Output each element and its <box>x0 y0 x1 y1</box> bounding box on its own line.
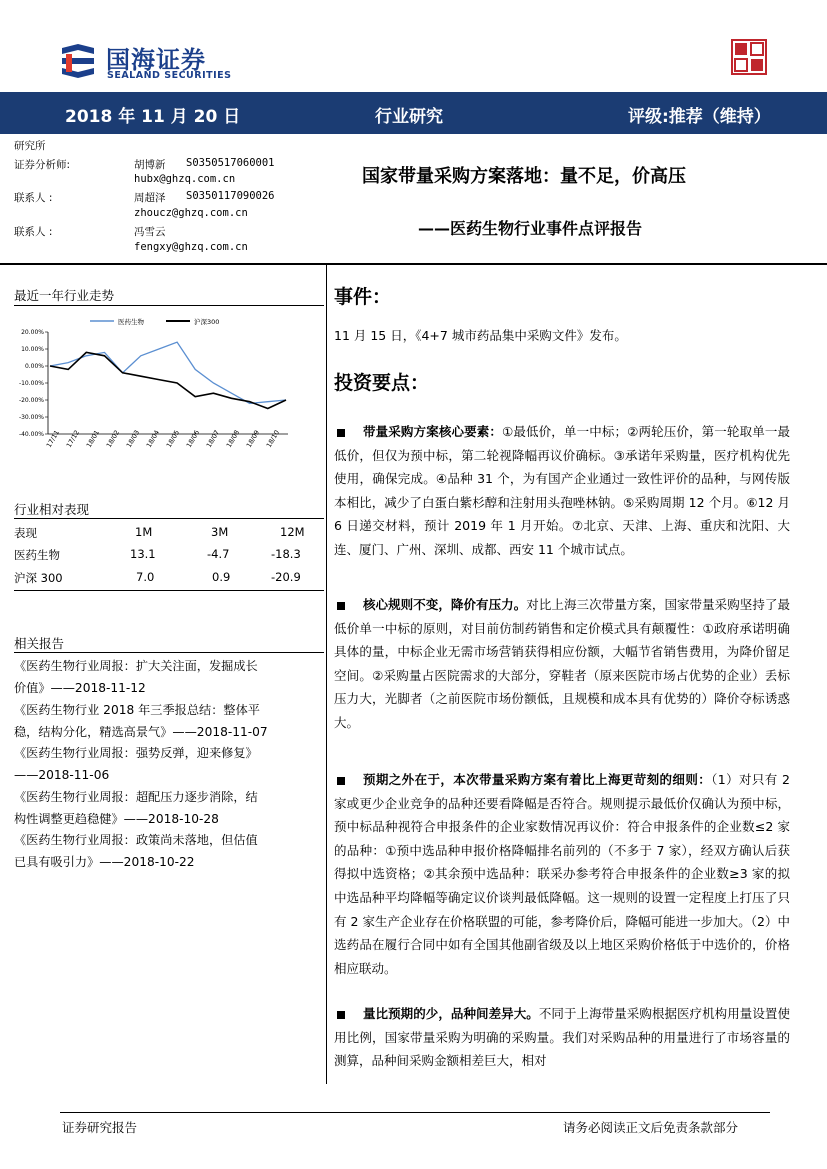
footer-right-text: 请务必阅读正文后免责条款部分 <box>563 1120 739 1135</box>
report-rating: 评级:推荐（维持） <box>628 107 771 127</box>
contact-role: 联系人 : <box>14 192 53 204</box>
contact-license: S0350117090026 <box>186 190 275 202</box>
series-line-0 <box>50 342 286 403</box>
key-point-paragraph <box>334 420 790 562</box>
x-tick-label: 18/07 <box>204 428 222 449</box>
event-heading: 事件： <box>334 286 392 308</box>
related-report-line: 价值》——2018-11-12 <box>14 681 146 695</box>
series-line-1 <box>50 352 286 408</box>
y-tick-label: 10.00% <box>21 346 44 353</box>
y-tick-label: 0.00% <box>24 363 44 370</box>
related-report-line: 稳，结构分化，精选高景气》——2018-11-07 <box>14 725 268 739</box>
report-category: 行业研究 <box>375 107 443 127</box>
y-tick-label: -40.00% <box>18 431 44 438</box>
related-report-line: 《医药生物行业周报：扩大关注面，发掘成长 <box>14 659 258 673</box>
table-cell: 医药生物 <box>14 548 60 562</box>
related-report-line: 《医药生物行业周报：超配压力逐步消除，结 <box>14 790 258 804</box>
key-point-lead: 核心规则不变，降价有压力。 <box>363 597 527 612</box>
event-text: 11 月 15 日，《4+7 城市药品集中采购文件》发布。 <box>334 328 627 343</box>
company-name: 国海证券 <box>106 46 206 74</box>
trend-chart <box>8 312 308 464</box>
related-rule <box>14 652 324 653</box>
legend-label-series-1: 沪深300 <box>194 318 220 326</box>
x-tick-label: 17/11 <box>44 428 62 449</box>
contact-email: fengxy@ghzq.com.cn <box>134 241 248 253</box>
table-cell: 0.9 <box>212 570 231 584</box>
performance-rule-top <box>14 518 324 519</box>
research-dept-label: 研究所 <box>14 140 46 152</box>
y-tick-label: -20.00% <box>18 397 44 404</box>
x-tick-label: 18/10 <box>264 428 282 449</box>
contact-name: 胡博新 <box>134 159 166 171</box>
research-seal-icon <box>731 39 767 75</box>
chart-legend <box>90 317 219 326</box>
key-point-text: 不同于上海带量采购根据医疗机构用量设置使用比例，国家带量采购为明确的采购量。我们对采购品种的用量进行了市场容量的测算，品种间采购金额相差巨大，相对 <box>334 1006 790 1069</box>
key-point-lead: 带量采购方案核心要素： <box>363 424 503 439</box>
key-point-text: ①最低价，单一中标；②两轮压价，第一轮取单一最低价，但仅为预中标，第二轮视降幅再议价确标。③承诺年采购量，医疗机构优先使用，确保完成。④品种 31 个，为有国产企业通过一致性评价的品种，与网传版本相比，减少了白蛋白紫杉醇和注射用头孢唑林钠。⑤采购周期 12 个月。⑥12 月 6 日递交材料，预计 2019 年 1 月开始。⑦北京、天津、上海、重庆和沈阳、大连、厦门、广州、深圳、成都、西安 11 个城市试点。 <box>334 424 790 557</box>
related-report-line: ——2018-11-06 <box>14 768 110 782</box>
x-tick-label: 18/01 <box>84 428 102 449</box>
related-heading: 相关报告 <box>14 636 65 651</box>
table-cell: 沪深 300 <box>14 571 63 585</box>
key-point-paragraph <box>334 1002 790 1073</box>
y-tick-label: -30.00% <box>18 414 44 421</box>
table-cell: -18.3 <box>271 547 301 561</box>
table-cell: -4.7 <box>207 547 230 561</box>
table-cell: 13.1 <box>130 547 156 561</box>
table-cell: 7.0 <box>136 570 155 584</box>
y-tick-label: 20.00% <box>21 329 44 336</box>
related-report-line: 已具有吸引力》——2018-10-22 <box>14 855 195 869</box>
report-date: 2018 年 11 月 20 日 <box>65 107 241 127</box>
contact-license: S0350517060001 <box>186 157 275 169</box>
x-tick-label: 18/03 <box>124 428 142 449</box>
column-divider <box>326 264 327 1084</box>
footer-rule <box>60 1112 770 1113</box>
key-point-lead: 量比预期的少，品种间差异大。 <box>363 1006 539 1021</box>
key-point-text: （1）对只有 2 家或更少企业竞争的品种还要看降幅是否符合。规则提示最低价仅确认为预中标，预中标品种视符合申报条件的企业家数情况再议价：符合申报条件的企业数≤2 家的品种：①预中选品种申报价格降幅排名前列的（不多于 7 家），经双方确认后获得拟中选资格；②其余预中选品种：联采办参考符合申报条件的企业数≥3 家的拟中选品种平均降幅等确定议价谈判最低降幅。这一规则的设置一定程度上打压了只有 2 家生产企业存在价格联盟的可能，参考降价后，降幅可能进一步加大。（2）中选药品在履行合同中如有全国其他副省级及以上地区采购价格低于中选价的，价格相应联动。 <box>334 772 790 976</box>
table-header-cell: 12M <box>280 525 305 539</box>
report-subtitle: ——医药生物行业事件点评报告 <box>418 219 643 238</box>
legend-label-series-0: 医药生物 <box>118 318 144 326</box>
table-cell: -20.9 <box>271 570 301 584</box>
y-tick-label: -10.00% <box>18 380 44 387</box>
x-tick-label: 18/09 <box>244 428 262 449</box>
key-point-text: 对比上海三次带量方案，国家带量采购坚持了最低价单一中标的原则，对目前仿制药销售和定价模式具有颠覆性：①政府承诺明确具体的量，中标企业无需市场营销获得相应份额，大幅节省销售费用，为降价留足空间。②采购量占医院需求的大部分，穿鞋者（原来医院市场占优势的企业）丢标压力大，光脚者（之前医院市场份额低，且规模和成本具有优势的）降价夺标诱惑大。 <box>334 597 790 730</box>
performance-heading: 行业相对表现 <box>14 502 90 517</box>
footer-left-text: 证券研究报告 <box>62 1120 138 1135</box>
x-tick-label: 17/12 <box>64 428 82 449</box>
contact-name: 冯雪云 <box>134 226 166 238</box>
x-tick-label: 18/02 <box>104 428 122 449</box>
x-tick-label: 18/08 <box>224 428 242 449</box>
related-report-line: 《医药生物行业周报：强势反弹，迎来修复》 <box>14 746 258 760</box>
table-header-cell: 3M <box>211 525 229 539</box>
key-point-paragraph <box>334 593 790 735</box>
key-point-lead: 预期之外在于，本次带量采购方案有着比上海更苛刻的细则： <box>363 772 712 787</box>
contact-email: zhoucz@ghzq.com.cn <box>134 207 248 219</box>
contact-name: 周超泽 <box>134 192 166 204</box>
x-tick-label: 18/05 <box>164 428 182 449</box>
table-header-cell: 表现 <box>14 526 37 540</box>
contact-role: 证券分析师: <box>14 159 71 171</box>
points-heading: 投资要点： <box>334 372 430 394</box>
related-report-line: 《医药生物行业 2018 年三季报总结：整体平 <box>14 703 260 717</box>
x-tick-label: 18/04 <box>144 428 162 449</box>
key-point-paragraph <box>334 768 790 980</box>
company-name-en: SEALAND SECURITIES <box>107 70 232 81</box>
related-report-line: 构性调整更趋稳健》——2018-10-28 <box>14 812 219 826</box>
trend-rule <box>14 305 324 306</box>
report-title: 国家带量采购方案落地：量不足，价高压 <box>362 166 686 187</box>
header-divider <box>0 263 827 265</box>
related-report-line: 《医药生物行业周报：政策尚未落地，但估值 <box>14 833 258 847</box>
sealand-logo-icon <box>58 42 98 80</box>
table-header-cell: 1M <box>135 525 153 539</box>
contact-email: hubx@ghzq.com.cn <box>134 173 236 185</box>
header-bar <box>0 92 827 134</box>
performance-rule-bottom <box>14 590 324 591</box>
trend-heading: 最近一年行业走势 <box>14 288 115 303</box>
x-tick-label: 18/06 <box>184 428 202 449</box>
contact-role: 联系人 : <box>14 226 53 238</box>
